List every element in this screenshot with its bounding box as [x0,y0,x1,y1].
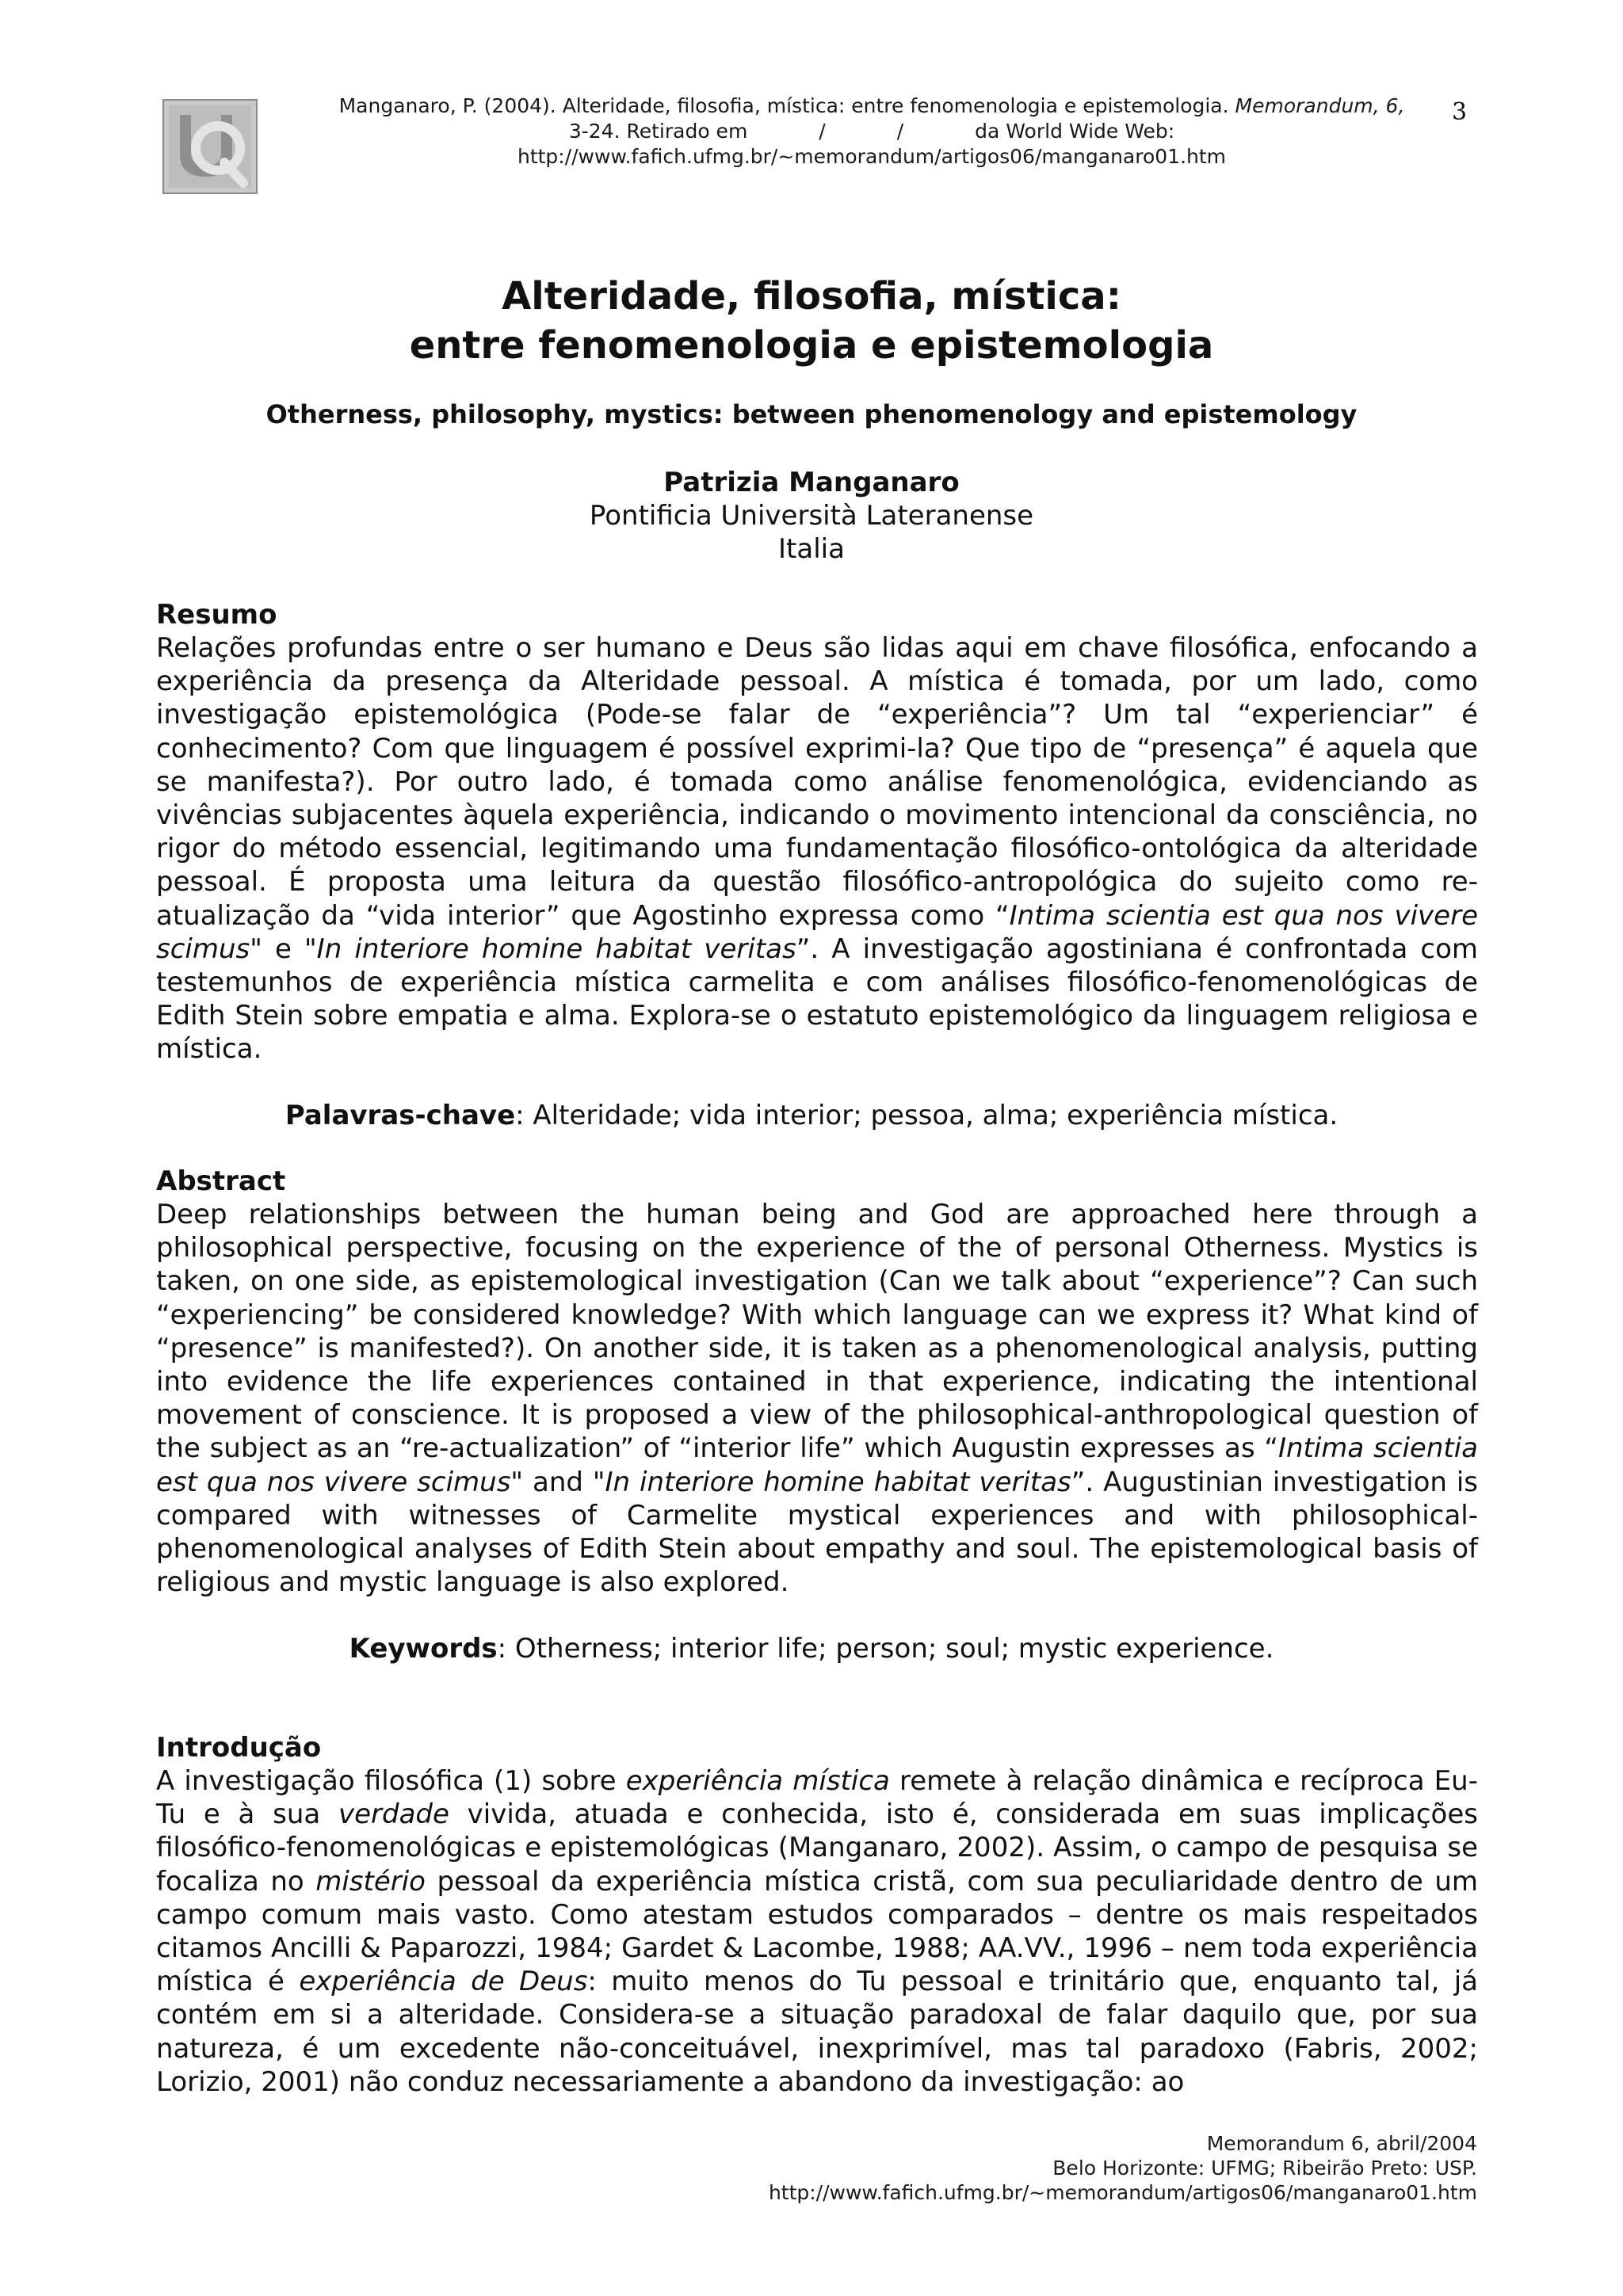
citation-pages: 3-24. Retirado em [568,120,748,143]
abstract-section [156,1165,1478,1599]
intro-heading: Introdução [156,1732,322,1764]
title-line-1: Alteridade, filosofia, mística: [502,274,1121,318]
keywords [0,1632,1623,1665]
footer-issue: Memorandum 6, abril/2004 [1206,2132,1477,2155]
footer-location: Belo Horizonte: UFMG; Ribeirão Preto: USP. [1052,2157,1477,2180]
date-slash: / [896,120,904,143]
palavras-chave-label: Palavras-chave [285,1100,516,1131]
resumo-paragraph: Relações profundas entre o ser humano e Deus são lidas aqui em chave filosófica, enfocando a experiência da presença da Alteridade pessoal. A mística é tomada, por um lado, como investigação epistemológica (Pode-se falar de “experiência”? Um tal “experienciar” é conhecimento? Com que linguagem é possível exprimi-la? Que tipo de “presença” é aquela que se manifesta?). Por outro lado, é tomada como análise fenomenológica, evidenciando as vivências subjacentes àquela experiência, indicando o movimento intencional da consciência, no rigor do método essencial, legitimando uma fundamentação filosófico-ontológica da alteridade pessoal. É proposta uma leitura da questão filosófico-antropológica do sujeito como re-atualização da “vida interior” que Agostinho expressa como “Intima scientia est qua nos vivere scimus" e "In interiore homine habitat veritas”. A investigação agostiniana é confrontada com testemunhos de experiência mística carmelita e com análises filosófico-fenomenológicas de Edith Stein sobre empatia e alma. Explora-se o estatuto epistemológico da linguagem religiosa e mística. [156,632,1479,1066]
keywords-label: Keywords [349,1633,498,1665]
palavras-chave-text: : Alteridade; vida interior; pessoa, alma; experiência mística. [515,1100,1338,1131]
footer-url[interactable]: http://www.fafich.ufmg.br/~memorandum/artigos06/manganaro01.htm [768,2181,1477,2204]
citation-web: da World Wide Web: [975,120,1175,143]
palavras-chave [0,1099,1623,1132]
abstract-heading: Abstract [156,1165,286,1197]
page-footer [634,2131,1477,2205]
english-title: Otherness, philosophy, mystics: between phenomenology and epistemology [265,399,1358,429]
resumo-heading: Resumo [156,599,277,631]
author-name: Patrizia Manganaro [663,467,960,498]
author-affiliation: Pontificia Università Lateranense [589,500,1034,532]
journal-name: Memorandum, 6, [1235,94,1405,117]
journal-logo [162,99,258,194]
title-line-2: entre fenomenologia e epistemologia [409,323,1214,368]
citation-header [285,93,1458,170]
intro-paragraph: A investigação filosófica (1) sobre experiência mística remete à relação dinâmica e recíproca Eu-Tu e à sua verdade vivida, atuada e conhecida, isto é, considerada em suas implicações filosófico-fenomenológicas e epistemológicas (Manganaro, 2002). Assim, o campo de pesquisa se focaliza no mistério pessoal da experiência mística cristã, com sua peculiaridade dentro de um campo comum mais vasto. Como atestam estudos comparados – dentre os mais respeitados citamos Ancilli & Paparozzi, 1984; Gardet & Lacombe, 1988; AA.VV., 1996 – nem toda experiência mística é experiência de Deus: muito menos do Tu pessoal e trinitário que, enquanto tal, já contém em si a alteridade. Considera-se a situação paradoxal de falar daquilo que, por sua natureza, é um excedente não-conceituável, inexprimível, mas tal paradoxo (Fabris, 2002; Lorizio, 2001) não conduz necessariamente a abandono da investigação: ao [156,1765,1479,2098]
page-number: 3 [1452,98,1468,126]
paper-title [0,272,1623,370]
abstract-paragraph: Deep relationships between the human being and God are approached here through a philosophical perspective, focusing on the experience of the of personal Otherness. Mystics is taken, on one side, as epistemological investigation (Can we talk about “experience”? Can such “experiencing” be considered knowledge? With which language can we express it? What kind of “presence” is manifested?). On another side, it is taken as a phenomenological analysis, putting into evidence the life experiences contained in that experience, indicating the intentional movement of conscience. It is proposed a view of the philosophical-anthropological question of the subject as an “re-actualization” of “interior life” which Augustin expresses as “Intima scientia est qua nos vivere scimus" and "In interiore homine habitat veritas”. Augustinian investigation is compared with witnesses of Carmelite mystical experiences and with philosophical-phenomenological analyses of Edith Stein about empathy and soul. The epistemological basis of religious and mystic language is also explored. [156,1199,1479,1599]
author-country: Italia [778,533,845,565]
citation-url[interactable]: http://www.fafich.ufmg.br/~memorandum/artigos06/manganaro01.htm [517,145,1227,168]
resumo-section [156,598,1478,1066]
date-slash: / [819,120,826,143]
citation-text: Manganaro, P. (2004). Alteridade, filosofia, mística: entre fenomenologia e epistemologia. [338,94,1229,117]
keywords-text: : Otherness; interior life; person; soul; mystic experience. [497,1633,1274,1665]
author-block [0,466,1623,566]
intro-section [156,1731,1478,2099]
